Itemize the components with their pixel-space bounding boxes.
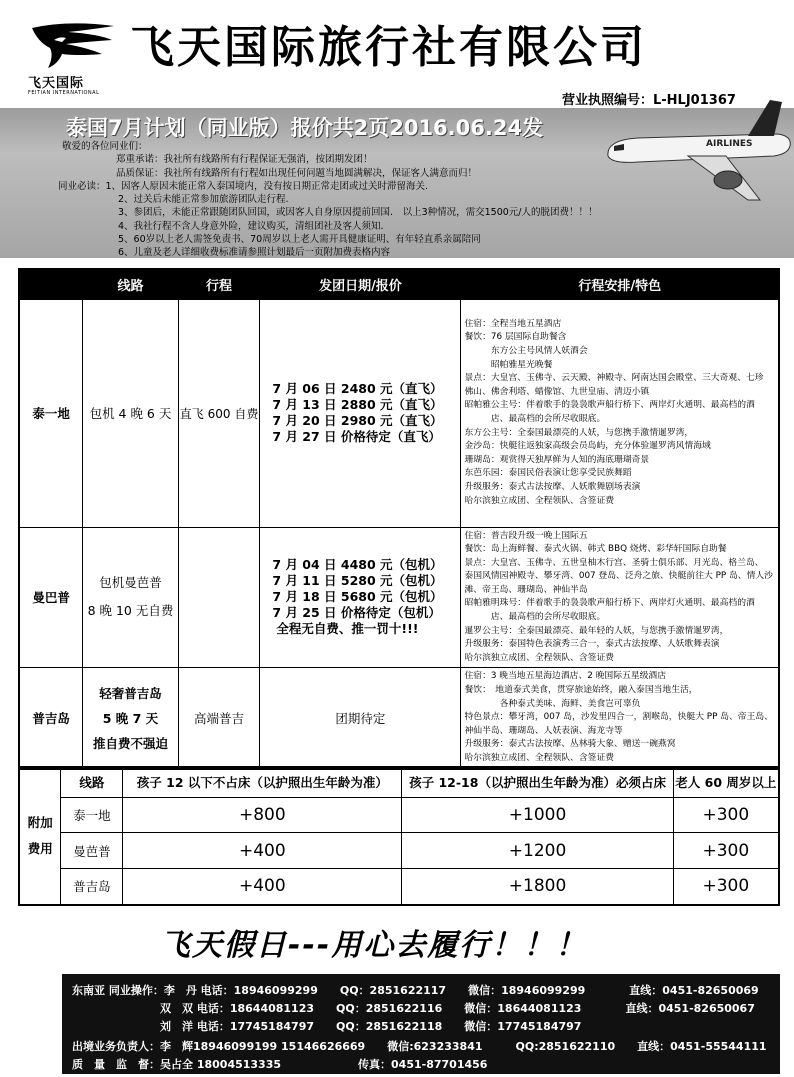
- schedule-line: 金沙岛：快艇往返独家高级会员岛屿，充分体验暹罗湾风情海域: [464, 441, 711, 452]
- date-price: 7 月 18 日 5680 元（包机）: [272, 589, 443, 605]
- schedule-line: 升级服务：泰式古法按摩、丛林骑大象、赠送一碗燕窝: [464, 739, 676, 750]
- schedule-line: 特色景点：攀牙湾，007 岛，沙发里四合一，割喉岛，快艇大 PP 岛、帝王岛、: [464, 712, 773, 723]
- airplane-icon: [598, 96, 794, 208]
- schedule-line: 滩、帝王岛、珊瑚岛、神仙半岛: [464, 584, 588, 595]
- row-dates: [260, 527, 461, 668]
- contact-footer: [62, 974, 780, 1074]
- contact-line: 东南亚 同业操作：李 丹 电话：18946099299 QQ：2851622117 微信：18946099299 直线：0451-82650069: [72, 984, 759, 997]
- contact-line: 出境业务负责人：李 辉18946099199 15146626669 微信:623233841 QQ:2851622110 直线：0451-55544111: [72, 1040, 767, 1053]
- surcharge-value: +300: [673, 797, 779, 833]
- contact-line: 双 双 电话：18644081123 QQ：2851622116 微信：18644081123 直线：0451-82650067: [72, 1002, 755, 1015]
- schedule-line: 景点：大皇宫、玉佛寺、云天殿、神殿寺、阿南达国会殿堂、三大奇观、七珍: [464, 373, 764, 384]
- surcharge-value: +800: [123, 797, 402, 833]
- notice-line: 敬爱的各位同业们：: [62, 141, 148, 152]
- schedule-line: 昭帕雅星光晚餐: [464, 359, 553, 370]
- row-trip: 高端普吉: [178, 668, 260, 769]
- schedule-line: 昭帕雅明珠号：伴着歌手的袅袅歌声船行桥下、两岸灯火通明、最高档的酒: [464, 598, 755, 609]
- schedule-line: 各种泰式美味、海鲜、美食岂可辜负: [464, 698, 641, 709]
- row-route: 包机 4 晚 6 天: [83, 299, 179, 527]
- contact-line: 质 量 监 督：吴占全 18004513335 传真：0451-87701456: [72, 1058, 488, 1071]
- date-price: 7 月 11 日 5280 元（包机）: [272, 573, 443, 589]
- row-dates: [260, 299, 461, 527]
- row-dates: 团期待定: [260, 668, 461, 769]
- col-trip: 行程: [178, 269, 260, 299]
- schedule-line: 泰国风情园神殿寺、攀牙湾、007 登岛、泛舟之旅、快艇前往大 PP 岛、情人沙: [464, 571, 773, 582]
- surcharge-table: [18, 766, 780, 906]
- surcharge-value: +400: [123, 868, 402, 905]
- surcharge-row: [19, 797, 779, 833]
- schedule-line: 住宿：全程当地五星酒店: [464, 318, 562, 329]
- surcharge-header-row: [19, 767, 779, 797]
- surcharge-side-label: 附加费用: [19, 767, 61, 905]
- surcharge-row: [19, 868, 779, 905]
- row-trip: [178, 527, 260, 668]
- schedule-line: 东方公主号风情人妖酒会: [464, 346, 588, 357]
- route-line: 轻奢普吉岛: [99, 685, 162, 701]
- contact-line: 刘 洋 电话：17745184797 QQ：2851622118 微信：17745184797: [72, 1020, 582, 1033]
- schedule-line: 餐饮：岛上海鲜餐、泰式火锅、韩式 BBQ 烧烤、彩华轩国际自助餐: [464, 544, 727, 555]
- notice-line: 6、儿童及老人详细收费标准请参照计划最后一页附加费表格内容: [118, 247, 391, 259]
- surcharge-value: +1800: [402, 868, 673, 905]
- notice-line: 3、参团后，未能正常跟随团队回国，或因客人自身原因提前回国. 以上3种情况，需交1500元/人的脱团费！！！: [118, 207, 598, 219]
- schedule-line: 住宿：普吉段升级一晚上国际五: [464, 530, 588, 541]
- route-line: 8 晚 10 无自费: [87, 603, 174, 619]
- notice-line: 品质保证：我社所有线路所有行程如出现任何问题当地圆满解决，保证客人满意而归！: [116, 167, 478, 179]
- date-price: 7 月 27 日 价格待定（直飞）: [272, 429, 441, 444]
- row-schedule: [461, 299, 779, 527]
- schedule-line: 店、最高档的会所尽收眼底。: [464, 612, 606, 623]
- surcharge-route: 曼芭普: [61, 833, 123, 869]
- logo-text: 飞天国际: [28, 76, 85, 91]
- surcharge-col: 线路: [61, 767, 123, 797]
- dates-note: 全程无自费、推一罚十!!!: [276, 621, 419, 637]
- schedule-line: 哈尔滨独立成团、全程领队、含签证费: [464, 495, 615, 506]
- table-row: [19, 668, 779, 769]
- surcharge-col: 孩子 12 以下不占床（以护照出生年龄为准）: [123, 767, 402, 797]
- surcharge-route: 普吉岛: [61, 868, 123, 905]
- date-price: 7 月 20 日 2980 元（直飞）: [272, 413, 443, 428]
- date-price: 7 月 13 日 2880 元（直飞）: [272, 397, 443, 412]
- schedule-line: 餐饮： 地道泰式美食，贯穿旅途始终，融入泰国当地生活，: [464, 685, 698, 696]
- schedule-line: 哈尔滨独立成团、全程领队、含签证费: [464, 753, 615, 763]
- row-name: 普吉岛: [19, 668, 83, 769]
- date-price: 7 月 25 日 价格待定（包机）: [272, 605, 441, 621]
- surcharge-col: 老人 60 周岁以上: [673, 767, 779, 797]
- notice-line: 4、我社行程不含人身意外险，建议购买，清组团社及客人须知.: [118, 220, 384, 232]
- notice-line: 5、60岁以上老人需签免责书、70周岁以上老人需开具健康证明、有年轻直系亲属陪同: [118, 234, 481, 246]
- notice-line: 同业必读：1、因客人原因未能正常入泰国境内，没有按日期正常走团或过关时滞留海关.: [58, 180, 429, 192]
- notice-line: 郑重承诺：我社所有线路所有行程保证无强消，按团期发团！: [116, 154, 373, 166]
- date-price: 7 月 04 日 4480 元（包机）: [272, 557, 443, 573]
- schedule-line: 珊瑚岛：观赏得天独厚鲜为人知的海底珊瑚奇景: [464, 454, 650, 465]
- row-name: 曼巴普: [19, 527, 83, 668]
- surcharge-value: +400: [123, 833, 402, 869]
- schedule-line: 哈尔滨独立成团、全程领队、含签证费: [464, 652, 615, 663]
- notice-line: 2、过关后未能正常参加旅游团队走行程.: [118, 194, 289, 206]
- surcharge-value: +1000: [402, 797, 673, 833]
- route-line: 推自费不强迫: [92, 735, 168, 751]
- schedule-line: 佛山、佛舍利塔、蜡像馆、九世皇庙、清迈小镇: [464, 386, 650, 397]
- col-schedule: 行程安排/特色: [461, 269, 779, 299]
- row-schedule: [461, 527, 779, 668]
- table-row: [19, 299, 779, 527]
- schedule-line: 升级服务：泰式古法按摩、人妖歌舞剧场表演: [464, 481, 641, 492]
- row-name: 泰一地: [19, 299, 83, 527]
- schedule-line: 昭帕雅公主号：伴着歌手的袅袅歌声船行桥下、两岸灯火通明、最高档的酒: [464, 400, 755, 411]
- row-trip: 直飞 600 自费: [178, 299, 260, 527]
- table-header-row: [19, 269, 779, 299]
- schedule-line: 神仙半岛、珊瑚岛、人妖表演、海龙寺等: [464, 725, 623, 736]
- schedule-line: 店、最高档的会所尽收眼底。: [464, 414, 606, 424]
- tour-table: [18, 268, 780, 770]
- slogan: 飞天假日---用心去履行！！！: [160, 928, 588, 963]
- schedule-line: 东方公主号：全泰国最漂亮的人妖，与您携手激情暹罗湾，: [464, 427, 694, 438]
- company-name: 飞天国际旅行社有限公司: [130, 22, 647, 73]
- schedule-line: 升级服务：泰国特色表演秀三合一，泰式古法按摩、人妖歌舞表演: [464, 639, 720, 650]
- col-route: 线路: [83, 269, 179, 299]
- banner-title: 泰国7月计划（同业版）报价共2页2016.06.24发: [66, 116, 544, 140]
- row-route: [83, 668, 179, 769]
- table-row: [19, 527, 779, 668]
- route-line: 5 晚 7 天: [102, 710, 159, 726]
- schedule-line: 暹罗公主号：全泰国最漂亮、最年轻的人妖，与您携手激情暹罗湾，: [464, 625, 729, 636]
- header: [0, 0, 794, 108]
- logo-subtext: FEITIAN INTERNATIONAL: [28, 90, 100, 96]
- surcharge-value: +300: [673, 868, 779, 905]
- surcharge-col: 孩子 12-18（以护照出生年龄为准）必须占床: [402, 767, 673, 797]
- col-dates: 发团日期/报价: [260, 269, 461, 299]
- airline-label: AIRLINES: [706, 139, 753, 149]
- route-line: 包机曼芭普: [99, 575, 162, 591]
- schedule-line: 餐饮：76 层国际自助餐含: [464, 332, 567, 343]
- row-route: [83, 527, 179, 668]
- schedule-line: 东芭乐园：泰国民俗表演让您享受民族舞蹈: [464, 468, 632, 479]
- surcharge-value: +1200: [402, 833, 673, 869]
- schedule-line: 住宿：3 晚当地五星海边酒店、2 晚国际五星级酒店: [464, 671, 667, 682]
- date-price: 7 月 06 日 2480 元（直飞）: [272, 381, 443, 396]
- notice-block: [58, 140, 598, 260]
- license-number: 营业执照编号：L-HLJ01367: [562, 93, 736, 108]
- schedule-line: 景点：大皇宫、玉佛寺、五世皇柚木行宫、圣骑士俱乐部、月光岛、格兰岛、: [464, 557, 764, 568]
- surcharge-row: [19, 833, 779, 869]
- surcharge-route: 泰一地: [61, 797, 123, 833]
- surcharge-value: +300: [673, 833, 779, 869]
- row-schedule: [461, 668, 779, 769]
